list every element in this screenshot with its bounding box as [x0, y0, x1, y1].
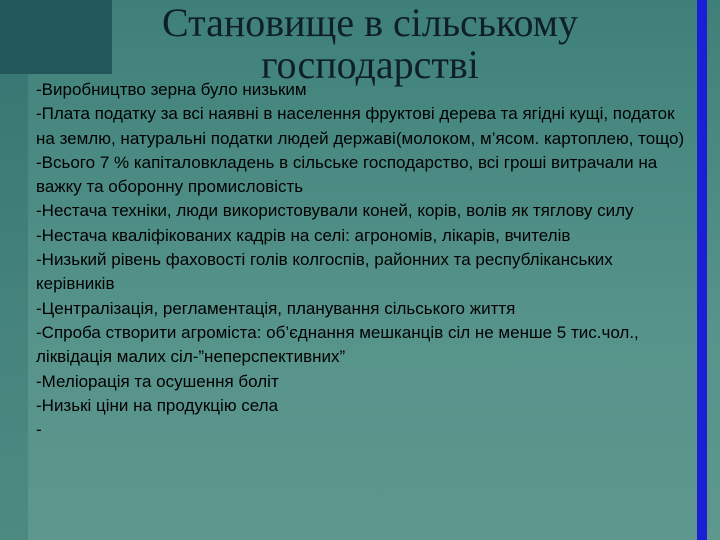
bullet-item: -Плата податку за всі наявні в населення фруктові дерева та ягідні кущі, податок на землю, натуральні податки людей державі(молоком, м’ясом. картоплею, тощо) — [36, 104, 685, 148]
bullet-item: -Нестача кваліфікованих кадрів на селі: агрономів, лікарів, вчителів — [36, 225, 571, 245]
bullet-list — [36, 78, 691, 442]
bullet-item: -Спроба створити агроміста: об’єднання мешканців сіл не менше 5 тис.чол., ліквідація малих сіл-”неперспективних” — [36, 322, 639, 367]
bullet-item: -Меліорація та осушення боліт — [36, 371, 279, 391]
bullet-item: -Централізація, регламентація, планування сільського життя — [36, 298, 516, 318]
bullet-item: -Нестача техніки, люди використовували коней, корів, волів як тяглову силу — [36, 201, 634, 221]
left-stripe-decoration — [0, 74, 28, 540]
accent-bar — [697, 0, 707, 540]
bullet-item: -Низькі ціни на продукцію села — [36, 395, 279, 415]
bullet-item: -Низький рівень фаховості голів колгоспів, районних та республіканських керівників — [36, 250, 613, 294]
bullet-item: -Виробництво зерна було низьким — [36, 80, 307, 99]
bullet-item: -Всього 7 % капіталовкладень в сільське господарство, всі гроші витрачали на важку та оборонну промисловість — [36, 152, 658, 197]
bullet-item: - — [36, 420, 42, 440]
slide-title: Становище в сільському господарстві — [161, 0, 579, 87]
corner-decoration — [0, 0, 112, 74]
